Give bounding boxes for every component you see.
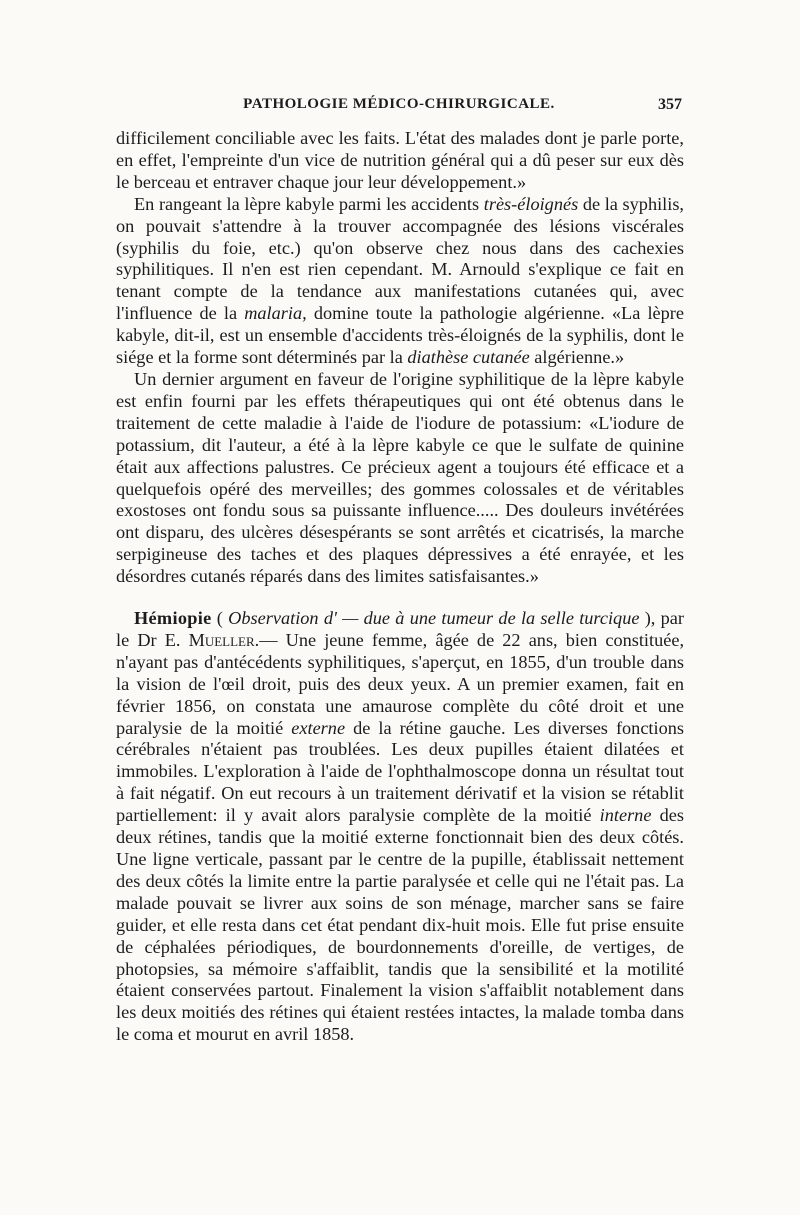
section-heading: Hémiopie — [134, 608, 212, 629]
paragraph-hemiopie — [116, 608, 684, 1046]
text-run: domine toute la pathologie algérienne. «La lèpre kabyle, dit-il, est un ensemble d'accidents très-éloignés de la syphilis, dont le siége et la forme sont déterminés par la — [116, 303, 684, 368]
italic-run: interne — [599, 805, 652, 826]
text-run: ), par le — [116, 608, 684, 650]
text-run: de la syphilis, on pouvait s'attendre à la trouver accompagnée des lésions viscérales (syphilis du foie, etc.) qu'on observe chez nous dans des cachexies syphilitiques. Il n'en est rien cependant. M. Arnould s'explique ce fait en tenant compte de la tendance aux manifestations cutanées qui, avec l'influence de la — [116, 193, 685, 324]
text-run: algérienne.» — [529, 347, 625, 368]
text-run: ( — [211, 608, 229, 629]
paragraph-argument: Un dernier argument en faveur de l'origine syphilitique de la lèpre kabyle est enfin fourni par les effets thérapeutiques qui ont été obtenus dans le traitement de cette maladie à l'aide de l'iodure de potassium: «L'iodure de potassium, dit l'auteur, a été à la lèpre kabyle ce que le sulfate de quinine était aux affections palustres. Ce précieux agent a toujours été efficace et a quelquefois opéré des merveilles; des gommes colossales et de véritables exostoses ont fondu sous sa puissante influence..... Des douleurs invétérées ont disparu, des ulcères désespérants se sont arrêtés et cicatrisés, la marche serpigineuse des taches et des plaques dépressives a été enrayée, et les désordres cutanés réparés dans des limites satisfaisantes.» — [116, 368, 684, 587]
text-run: — Une jeune femme, âgée de 22 ans, bien constituée, n'ayant pas d'antécédents syphilitiques, s'aperçut, en 1855, d'un trouble dans la vision de l'œil droit, puis des deux yeux. A un premier examen, fait en février 1856, on constata une amaurose complète du côté droit et une paralysie de la moitié — [116, 629, 685, 738]
paragraph-continuation: difficilement conciliable avec les faits. L'état des malades dont je parle porte, en effet, l'empreinte d'un vice de nutrition général qui a dû peser sur eux dès le berceau et entraver chaque jour leur développement.» — [116, 128, 684, 192]
italic-run: diathèse cutanée — [407, 347, 530, 368]
italic-run: Observation d' — due à une tumeur de la selle turcique — [228, 608, 640, 629]
author-name: Mueller. — [188, 629, 260, 650]
text-run: de la rétine gauche. Les diverses fonctions cérébrales n'étaient pas troublées. Les deux pupilles étaient dilatées et immobiles. L'exploration à l'aide de l'ophthalmoscope donna un résultat tout à fait négatif. On eut recours à un traitement dérivatif et la vision se rétablit partiellement: il y avait alors paralysie complète de la moitié — [116, 717, 684, 826]
running-head: PATHOLOGIE MÉDICO-CHIRURGICALE. — [243, 96, 555, 112]
page-number: 357 — [658, 96, 682, 113]
page-header — [116, 96, 682, 122]
paragraph-lepre-kabyle — [116, 194, 684, 369]
italic-run: très-éloignés — [483, 193, 579, 214]
text-run: En rangeant la lèpre kabyle parmi les accidents — [134, 193, 484, 214]
text-run: des deux rétines, tandis que la moitié externe fonctionnait bien des deux côtés. Une ligne verticale, passant par le centre de la pupille, établissait nettement des deux côtés la limite entre la partie paralysée et celle qui ne l'était pas. La malade pouvait se livrer aux soins de son ménage, marcher sans se faire guider, et elle resta dans cet état pendant dix-huit mois. Elle fut prise ensuite de céphalées périodiques, de bourdonnements d'oreille, de vertiges, de photopsies, sa mémoire s'affaiblit, tandis que la sensibilité et la motilité étaient conservées partout. Finalement la vision s'affaiblit notablement dans les deux moitiés des rétines qui étaient restées intactes, la malade tomba dans le coma et mourut en avril 1858. — [116, 805, 684, 1045]
text-run: Dr E. — [137, 629, 189, 650]
body-text — [116, 128, 684, 1046]
italic-run: malaria, — [244, 303, 307, 324]
italic-run: externe — [291, 717, 346, 738]
